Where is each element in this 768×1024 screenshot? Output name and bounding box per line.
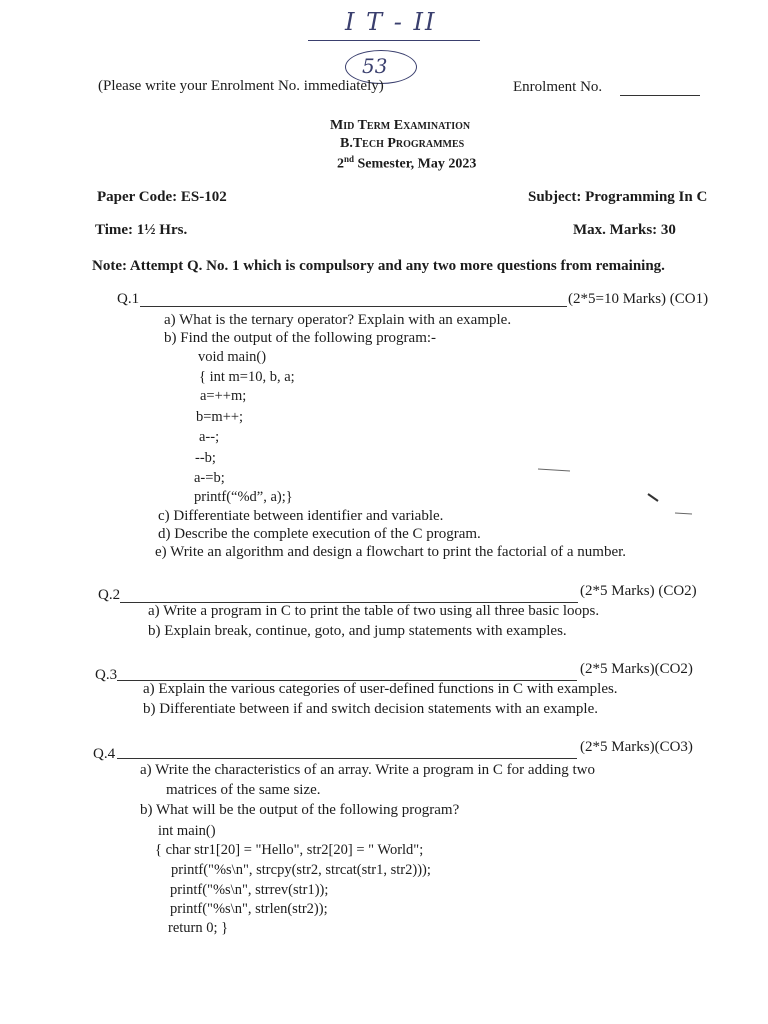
q1-part-c: c) Differentiate between identifier and variable. xyxy=(158,508,444,524)
q1-code-line: printf(“%d”, a);} xyxy=(194,489,293,505)
q4-part-a-line2: matrices of the same size. xyxy=(166,782,321,798)
subject: Subject: Programming In C xyxy=(528,189,708,205)
max-marks: Max. Marks: 30 xyxy=(573,222,676,238)
q4-code-line: return 0; } xyxy=(168,920,229,936)
enrolment-blank[interactable] xyxy=(620,95,700,96)
q1-code-line: a--; xyxy=(199,429,220,445)
q3-label: Q.3 xyxy=(95,667,118,683)
q1-code-line: --b; xyxy=(195,450,216,466)
q1-part-e: e) Write an algorithm and design a flowchart to print the factorial of a number. xyxy=(155,544,627,560)
q3-part-b: b) Differentiate between if and switch decision statements with an example. xyxy=(143,701,598,717)
q4-label: Q.4 xyxy=(93,746,116,762)
q4-marks: (2*5 Marks)(CO3) xyxy=(580,739,693,755)
q3-part-a: a) Explain the various categories of user-defined functions in C with examples. xyxy=(143,681,618,697)
q2-label: Q.2 xyxy=(98,587,121,603)
q4-rule xyxy=(117,758,577,759)
semester-suffix: nd xyxy=(344,154,355,164)
q4-code-line: int main() xyxy=(158,823,216,839)
q1-code-line: a-=b; xyxy=(194,470,225,486)
exam-title: Mid Term Examination xyxy=(330,118,471,133)
q1-code-line: b=m++; xyxy=(196,409,244,425)
semester-rest: Semester, May 2023 xyxy=(357,156,477,172)
q1-code-line: a=++m; xyxy=(200,388,247,404)
enrolment-instruction: (Please write your Enrolment No. immediately) xyxy=(98,78,384,94)
q1-rule xyxy=(140,306,567,307)
paper-code: Paper Code: ES-102 xyxy=(97,189,227,205)
handwritten-underline xyxy=(308,40,480,41)
programme-title: B.Tech Programmes xyxy=(340,136,465,151)
enrolment-label: Enrolment No. xyxy=(513,79,603,95)
q4-code-line: printf("%s\n", strlen(str2)); xyxy=(170,901,328,917)
q1-code-line: { int m=10, b, a; xyxy=(199,369,295,385)
q2-part-a: a) Write a program in C to print the table of two using all three basic loops. xyxy=(148,603,600,619)
q4-code-line: { char str1[20] = "Hello", str2[20] = " World"; xyxy=(155,842,424,858)
circled-number-text: 53 xyxy=(362,54,388,78)
q4-code-line: printf("%s\n", strcpy(str2, strcat(str1, str2))); xyxy=(171,862,431,878)
q1-label: Q.1 xyxy=(117,291,140,307)
time: Time: 1½ Hrs. xyxy=(95,222,188,238)
q4-part-b: b) What will be the output of the following program? xyxy=(140,802,460,818)
q2-marks: (2*5 Marks) (CO2) xyxy=(580,583,697,599)
q3-marks: (2*5 Marks)(CO2) xyxy=(580,661,693,677)
q1-part-b: b) Find the output of the following program:- xyxy=(164,330,437,346)
q1-marks: (2*5=10 Marks) (CO1) xyxy=(568,291,709,307)
pen-marks xyxy=(530,460,700,520)
q4-code-line: printf("%s\n", strrev(str1)); xyxy=(170,882,329,898)
semester-ordinal: 2 xyxy=(337,156,344,172)
handwritten-mark: I T - II xyxy=(345,8,437,36)
q4-part-a-line1: a) Write the characteristics of an array. Write a program in C for adding two xyxy=(140,762,596,778)
q1-part-a: a) What is the ternary operator? Explain with an example. xyxy=(164,312,512,328)
semester-line xyxy=(337,154,476,173)
q1-part-d: d) Describe the complete execution of the C program. xyxy=(158,526,481,542)
exam-note: Note: Attempt Q. No. 1 which is compulsory and any two more questions from remaining. xyxy=(92,258,665,274)
q2-part-b: b) Explain break, continue, goto, and jump statements with examples. xyxy=(148,623,567,639)
q1-code-line: void main() xyxy=(198,349,267,365)
